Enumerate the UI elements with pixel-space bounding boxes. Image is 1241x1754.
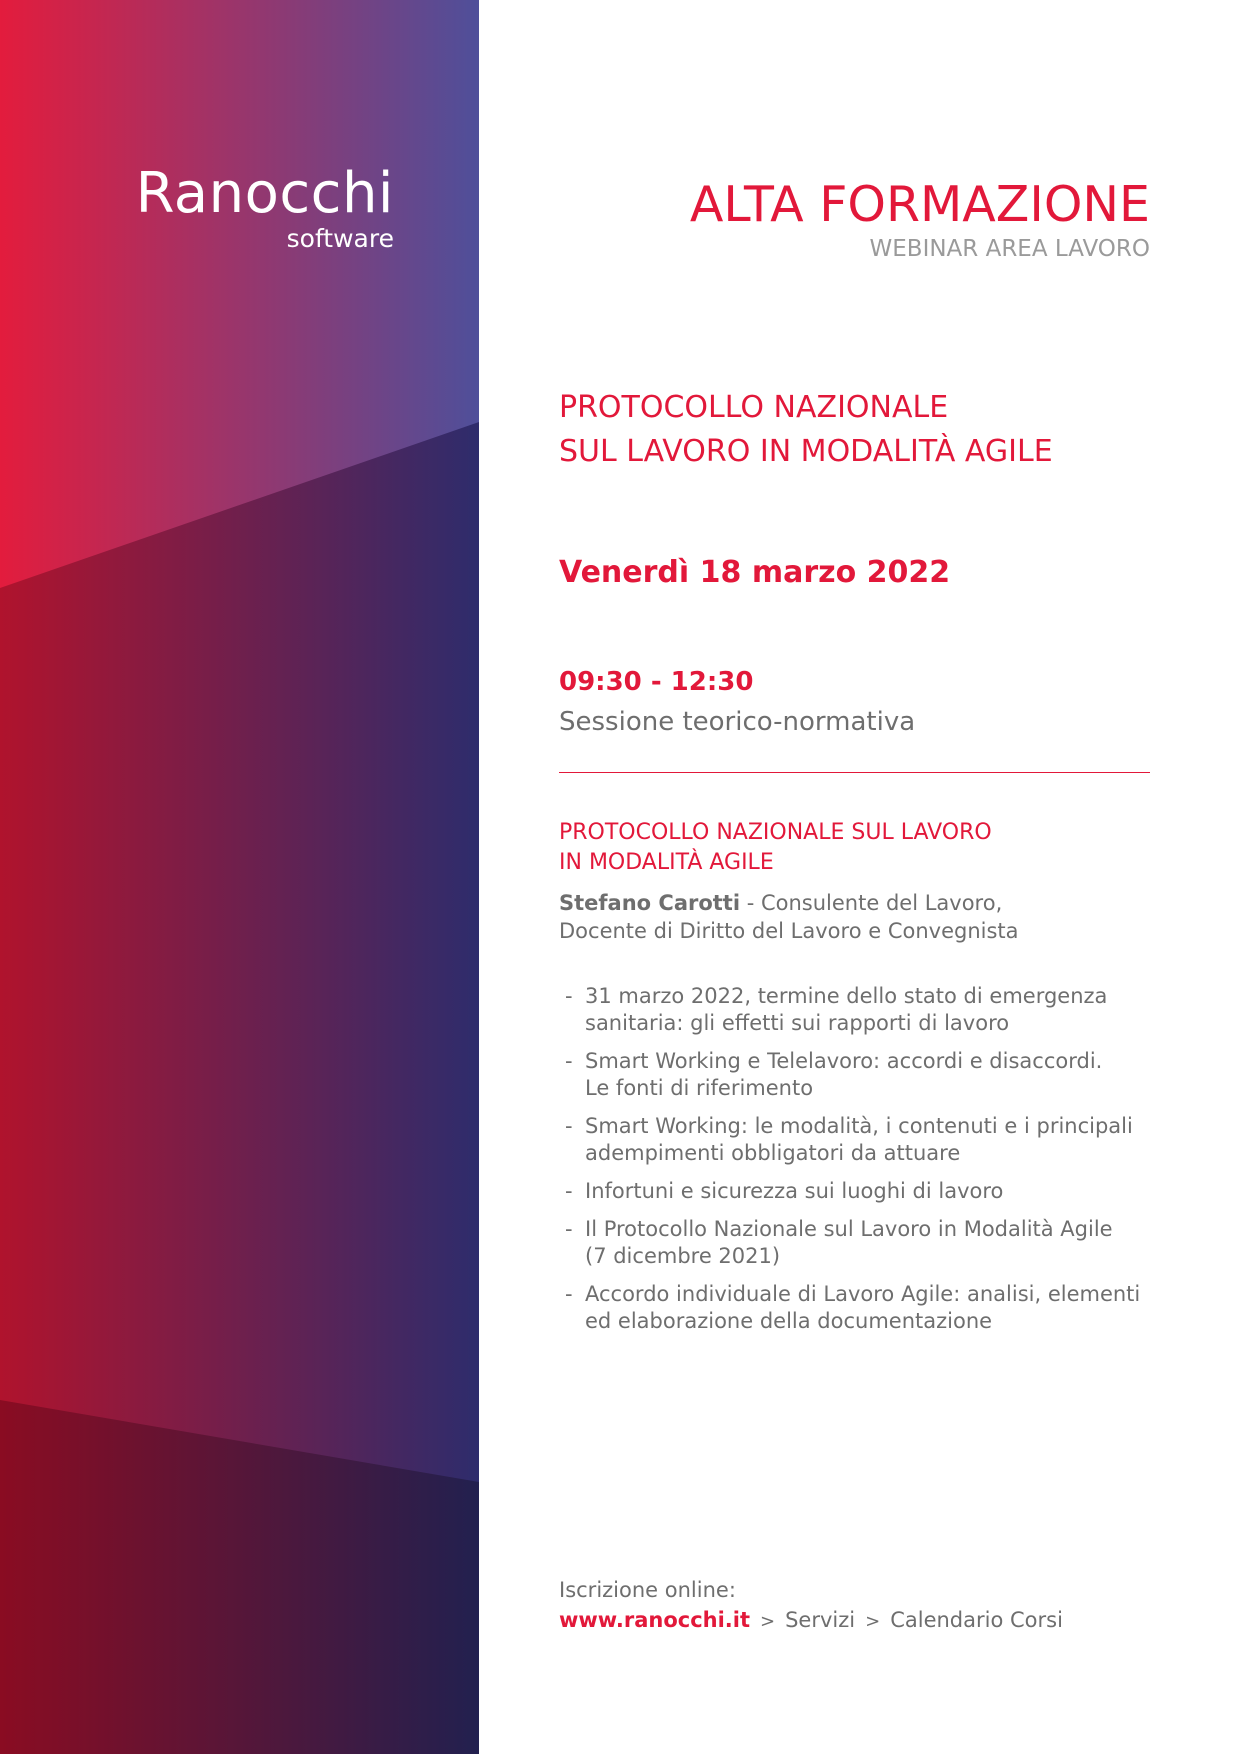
content-area: [479, 0, 1241, 1754]
topic-line1: Smart Working: le modalità, i contenuti e i principali: [585, 1114, 1133, 1138]
page-title: ALTA FORMAZIONE: [689, 176, 1150, 233]
topic-line2: adempimenti obbligatori da attuare: [585, 1141, 961, 1165]
event-time: 09:30 - 12:30: [559, 667, 754, 697]
speaker-role: - Consulente del Lavoro,: [740, 891, 1003, 915]
topic-line1: Infortuni e sicurezza sui luoghi di lavoro: [585, 1179, 1004, 1203]
talk-title-line2: IN MODALITÀ AGILE: [559, 850, 774, 875]
topic-list: [565, 983, 1185, 1346]
company-logo: [0, 161, 394, 254]
breadcrumb-servizi: Servizi: [785, 1608, 856, 1632]
event-date: Venerdì 18 marzo 2022: [559, 555, 951, 590]
list-item: [565, 1281, 1185, 1335]
topic-line2: (7 dicembre 2021): [585, 1244, 781, 1268]
bullet-dash: -: [565, 1217, 573, 1241]
bullet-dash: -: [565, 1114, 573, 1138]
breadcrumb-calendario-corsi: Calendario Corsi: [890, 1608, 1063, 1632]
topic-line2: ed elaborazione della documentazione: [585, 1309, 993, 1333]
topic-line1: Il Protocollo Nazionale sul Lavoro in Modalità Agile: [585, 1217, 1113, 1241]
logo-sub: software: [286, 224, 394, 253]
bullet-dash: -: [565, 1179, 573, 1203]
registration-label: Iscrizione online:: [559, 1578, 736, 1602]
topic-line1: Accordo individuale di Lavoro Agile: analisi, elementi: [585, 1282, 1141, 1306]
session-type: Sessione teorico-normativa: [559, 707, 916, 737]
list-item: [565, 1216, 1185, 1270]
bullet-dash: -: [565, 1049, 573, 1073]
topic-line2: sanitaria: gli effetti sui rapporti di lavoro: [585, 1011, 1010, 1035]
breadcrumb-separator: >: [865, 1611, 881, 1632]
bullet-dash: -: [565, 1282, 573, 1306]
topic-line2: Le fonti di riferimento: [585, 1076, 814, 1100]
breadcrumb-separator: >: [760, 1611, 776, 1632]
speaker-role-line2: Docente di Diritto del Lavoro e Convegnista: [559, 919, 1019, 943]
logo-brand: Ranocchi: [135, 161, 394, 226]
talk-title-line1: PROTOCOLLO NAZIONALE SUL LAVORO: [559, 820, 992, 845]
event-title-line2: SUL LAVORO IN MODALITÀ AGILE: [559, 434, 1053, 469]
list-item: [565, 1048, 1185, 1102]
speaker-info: [559, 889, 1019, 945]
list-item: [565, 1178, 1185, 1205]
topic-line1: Smart Working e Telelavoro: accordi e disaccordi.: [585, 1049, 1103, 1073]
list-item: [565, 1113, 1185, 1167]
speaker-name: Stefano Carotti: [559, 891, 741, 915]
gradient-background: [0, 0, 479, 1754]
event-title-line1: PROTOCOLLO NAZIONALE: [559, 390, 949, 425]
decorative-gradient-panel: [0, 0, 479, 1754]
speaker-line1: [559, 889, 1019, 917]
bullet-dash: -: [565, 984, 573, 1008]
list-item: [565, 983, 1185, 1037]
registration-breadcrumb: [559, 1606, 1063, 1636]
website-link[interactable]: www.ranocchi.it: [559, 1608, 750, 1632]
topic-line1: 31 marzo 2022, termine dello stato di emergenza: [585, 984, 1108, 1008]
page-subtitle: WEBINAR AREA LAVORO: [869, 236, 1150, 262]
section-divider: [559, 772, 1150, 773]
event-title: [559, 386, 1053, 474]
talk-title: [559, 818, 992, 878]
